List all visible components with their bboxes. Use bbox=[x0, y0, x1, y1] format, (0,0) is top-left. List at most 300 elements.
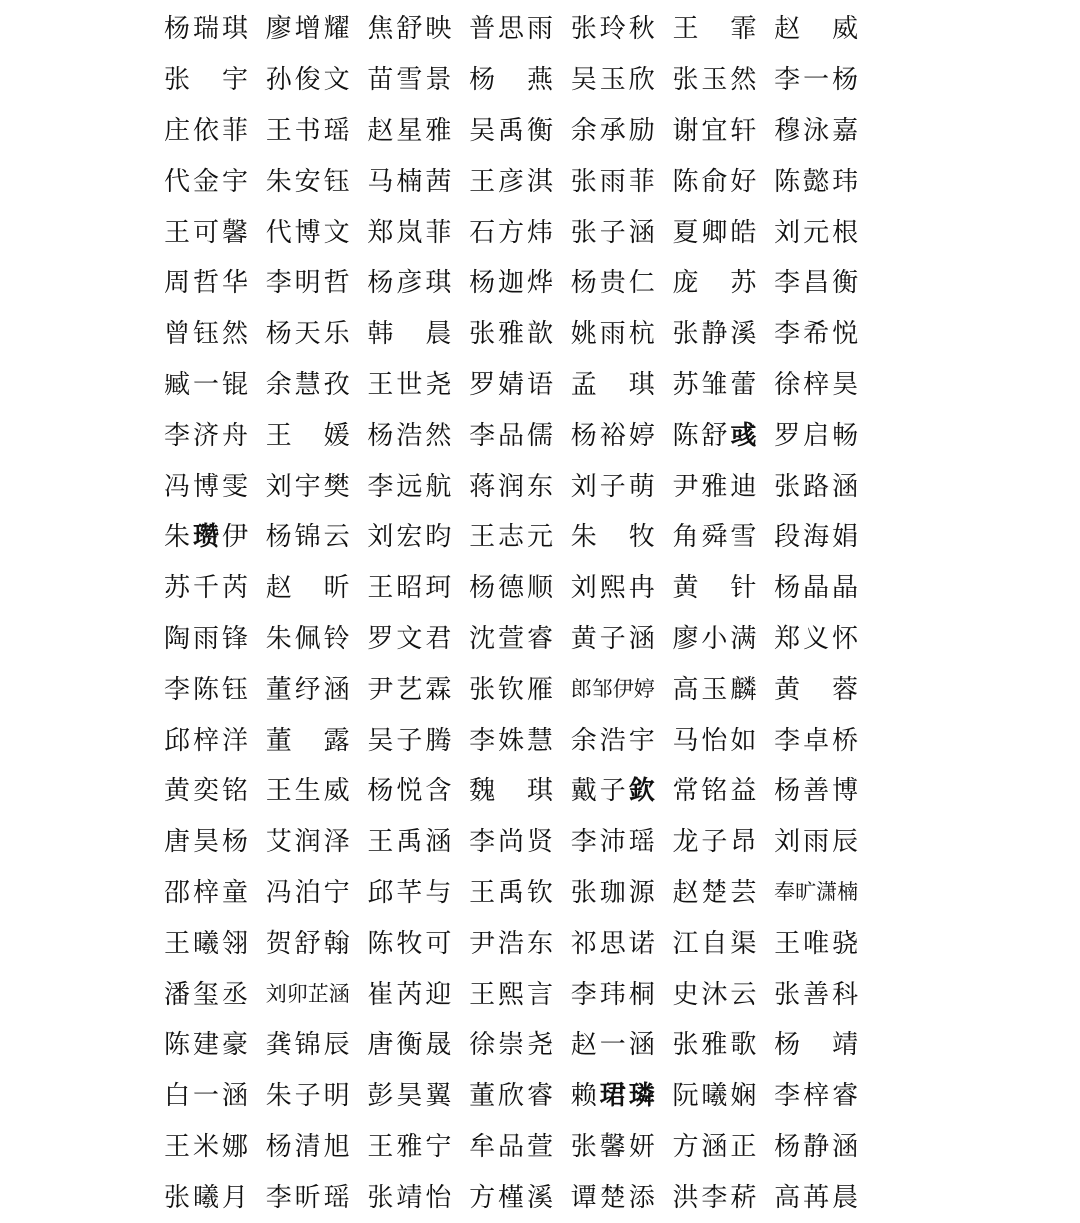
student-name: 王 曦 翎 bbox=[164, 928, 248, 959]
name-cell bbox=[672, 817, 774, 868]
name-cell bbox=[164, 55, 266, 106]
name-cell bbox=[469, 258, 571, 309]
name-cell bbox=[164, 258, 266, 309]
name-cell bbox=[774, 461, 876, 512]
student-name: 李 昕 瑶 bbox=[265, 1182, 350, 1213]
student-name: 潘 玺 丞 bbox=[164, 979, 248, 1010]
student-name: 王 书 瑶 bbox=[265, 115, 350, 146]
name-cell bbox=[469, 1172, 571, 1223]
name-cell bbox=[266, 4, 368, 55]
student-name: 陈 俞 好 bbox=[672, 166, 757, 197]
name-row bbox=[164, 614, 876, 665]
name-row bbox=[164, 868, 876, 919]
name-cell bbox=[266, 360, 368, 411]
student-name: 张 曦 月 bbox=[164, 1182, 248, 1213]
student-name: 刘 宏 昀 bbox=[367, 522, 452, 553]
student-name: 苗 雪 景 bbox=[367, 65, 452, 96]
student-name: 常 铭 益 bbox=[672, 776, 757, 807]
student-name: 吴 子 腾 bbox=[367, 725, 452, 756]
student-name: 石 方 炜 bbox=[469, 217, 554, 248]
name-cell bbox=[367, 868, 469, 919]
name-cell bbox=[266, 258, 368, 309]
student-name: 普 思 雨 bbox=[469, 14, 554, 45]
student-name: 牟 品 萱 bbox=[469, 1131, 554, 1162]
student-name: 赵 星 雅 bbox=[367, 115, 452, 146]
student-name: 唐 衡 晟 bbox=[367, 1030, 452, 1061]
name-cell bbox=[571, 715, 673, 766]
name-cell bbox=[164, 715, 266, 766]
student-name: 方 涵 正 bbox=[672, 1131, 757, 1162]
name-row bbox=[164, 664, 876, 715]
student-name: 李 一 杨 bbox=[774, 65, 859, 96]
name-cell bbox=[672, 766, 774, 817]
student-name: 王 禹 涵 bbox=[367, 827, 452, 858]
name-cell bbox=[571, 664, 673, 715]
student-name: 尹 艺 霖 bbox=[367, 674, 452, 705]
name-cell bbox=[266, 309, 368, 360]
name-cell bbox=[367, 1172, 469, 1223]
student-name: 朱 佩 铃 bbox=[265, 623, 350, 654]
student-name: 方 槿 溪 bbox=[469, 1182, 554, 1213]
student-name: 孙 俊 文 bbox=[265, 65, 350, 96]
student-name: 杨 悦 含 bbox=[367, 776, 452, 807]
name-cell bbox=[774, 410, 876, 461]
student-name: 庄 依 菲 bbox=[164, 115, 248, 146]
name-cell bbox=[571, 4, 673, 55]
student-name: 张 雅 歆 bbox=[469, 319, 554, 350]
student-name: 郎 邹 伊 婷 bbox=[570, 677, 655, 702]
student-name: 奉 旷 潇 楠 bbox=[774, 880, 859, 905]
name-cell bbox=[469, 410, 571, 461]
name-cell bbox=[571, 1071, 673, 1122]
student-name: 余 浩 宇 bbox=[570, 725, 655, 756]
student-name: 祁 思 诺 bbox=[570, 928, 655, 959]
student-name: 庞 苏 bbox=[672, 268, 757, 299]
student-name: 杨 燕 bbox=[469, 65, 554, 96]
student-name: 李 济 舟 bbox=[164, 420, 248, 451]
student-name: 唐 昊 杨 bbox=[164, 827, 248, 858]
name-cell bbox=[469, 4, 571, 55]
student-name: 张 玉 然 bbox=[672, 65, 757, 96]
name-cell bbox=[672, 55, 774, 106]
name-cell bbox=[266, 969, 368, 1020]
name-row bbox=[164, 969, 876, 1020]
student-name: 高 玉 麟 bbox=[672, 674, 757, 705]
student-name: 罗 婧 语 bbox=[469, 369, 554, 400]
student-name: 杨 静 涵 bbox=[774, 1131, 859, 1162]
name-cell bbox=[571, 360, 673, 411]
name-row bbox=[164, 1020, 876, 1071]
name-cell bbox=[367, 817, 469, 868]
student-name: 李 沛 瑶 bbox=[570, 827, 655, 858]
name-row bbox=[164, 1071, 876, 1122]
name-cell bbox=[774, 969, 876, 1020]
student-name: 董 纾 涵 bbox=[265, 674, 350, 705]
name-cell bbox=[672, 969, 774, 1020]
name-cell bbox=[367, 4, 469, 55]
name-cell bbox=[571, 918, 673, 969]
student-name: 刘 子 萌 bbox=[570, 471, 655, 502]
name-cell bbox=[672, 258, 774, 309]
student-name: 史 沐 云 bbox=[672, 979, 757, 1010]
name-cell bbox=[774, 207, 876, 258]
name-cell bbox=[367, 664, 469, 715]
student-name: 杨 天 乐 bbox=[265, 319, 350, 350]
name-cell bbox=[672, 1071, 774, 1122]
name-cell bbox=[367, 1071, 469, 1122]
name-cell bbox=[469, 868, 571, 919]
name-cell bbox=[266, 1020, 368, 1071]
name-cell bbox=[571, 309, 673, 360]
student-name: 陈 牧 可 bbox=[367, 928, 452, 959]
name-row bbox=[164, 4, 876, 55]
student-name: 张 子 涵 bbox=[570, 217, 655, 248]
name-cell bbox=[571, 1172, 673, 1223]
name-cell bbox=[571, 817, 673, 868]
name-cell bbox=[266, 918, 368, 969]
name-row bbox=[164, 1122, 876, 1173]
name-cell bbox=[266, 156, 368, 207]
student-name: 廖 增 耀 bbox=[265, 14, 350, 45]
name-cell bbox=[266, 207, 368, 258]
student-name: 朱 子 明 bbox=[265, 1081, 350, 1112]
name-cell bbox=[774, 309, 876, 360]
name-cell bbox=[774, 817, 876, 868]
student-name: 杨 靖 bbox=[774, 1030, 859, 1061]
name-cell bbox=[774, 55, 876, 106]
name-row bbox=[164, 360, 876, 411]
name-cell bbox=[672, 461, 774, 512]
name-cell bbox=[774, 1020, 876, 1071]
name-cell bbox=[774, 258, 876, 309]
name-cell bbox=[774, 563, 876, 614]
name-cell bbox=[469, 156, 571, 207]
name-cell bbox=[266, 461, 368, 512]
student-name: 王 媛 bbox=[265, 420, 350, 451]
student-name: 刘 宇 樊 bbox=[265, 471, 350, 502]
student-name: 张 靖 怡 bbox=[367, 1182, 452, 1213]
name-row bbox=[164, 55, 876, 106]
name-cell bbox=[367, 156, 469, 207]
name-cell bbox=[469, 563, 571, 614]
student-name: 臧 一 锟 bbox=[164, 369, 248, 400]
student-name: 王 雅 宁 bbox=[367, 1131, 452, 1162]
name-cell bbox=[571, 969, 673, 1020]
name-cell bbox=[774, 1172, 876, 1223]
student-name: 罗 文 君 bbox=[367, 623, 452, 654]
name-cell bbox=[469, 817, 571, 868]
name-cell bbox=[774, 512, 876, 563]
name-cell bbox=[164, 766, 266, 817]
name-cell bbox=[164, 918, 266, 969]
student-name: 杨 善 博 bbox=[774, 776, 859, 807]
student-name: 张 静 溪 bbox=[672, 319, 757, 350]
name-cell bbox=[367, 969, 469, 1020]
name-cell bbox=[469, 461, 571, 512]
name-cell bbox=[672, 512, 774, 563]
name-cell bbox=[672, 664, 774, 715]
student-name: 徐 梓 昊 bbox=[774, 369, 859, 400]
name-row bbox=[164, 715, 876, 766]
name-cell bbox=[266, 1172, 368, 1223]
name-cell bbox=[469, 715, 571, 766]
student-name: 李 姝 慧 bbox=[469, 725, 554, 756]
student-name: 赖 珺 璘 bbox=[570, 1081, 655, 1112]
name-cell bbox=[571, 1122, 673, 1173]
student-name: 角 舜 雪 bbox=[672, 522, 757, 553]
name-cell bbox=[164, 664, 266, 715]
student-name: 姚 雨 杭 bbox=[570, 319, 655, 350]
name-cell bbox=[367, 461, 469, 512]
name-cell bbox=[571, 766, 673, 817]
name-row bbox=[164, 309, 876, 360]
student-name: 穆 泳 嘉 bbox=[774, 115, 859, 146]
name-cell bbox=[266, 614, 368, 665]
name-cell bbox=[469, 918, 571, 969]
student-name: 朱 安 钰 bbox=[265, 166, 350, 197]
name-cell bbox=[469, 106, 571, 157]
name-cell bbox=[672, 614, 774, 665]
name-cell bbox=[164, 1172, 266, 1223]
name-cell bbox=[672, 207, 774, 258]
name-cell bbox=[266, 868, 368, 919]
name-cell bbox=[367, 258, 469, 309]
student-name: 高 苒 晨 bbox=[774, 1182, 859, 1213]
student-name: 郑 岚 菲 bbox=[367, 217, 452, 248]
student-name: 王 昭 珂 bbox=[367, 573, 452, 604]
student-name: 王 可 馨 bbox=[164, 217, 248, 248]
student-name: 董 欣 睿 bbox=[469, 1081, 554, 1112]
name-row bbox=[164, 207, 876, 258]
name-cell bbox=[774, 918, 876, 969]
student-name: 杨 清 旭 bbox=[265, 1131, 350, 1162]
name-cell bbox=[469, 766, 571, 817]
name-cell bbox=[774, 868, 876, 919]
student-name: 杨 浩 然 bbox=[367, 420, 452, 451]
name-cell bbox=[164, 4, 266, 55]
student-name: 黄 子 涵 bbox=[570, 623, 655, 654]
name-cell bbox=[774, 664, 876, 715]
name-cell bbox=[367, 55, 469, 106]
student-name: 王 米 娜 bbox=[164, 1131, 248, 1162]
name-cell bbox=[672, 1172, 774, 1223]
name-cell bbox=[571, 614, 673, 665]
name-cell bbox=[672, 360, 774, 411]
student-name: 龙 子 昂 bbox=[672, 827, 757, 858]
student-name: 邱 梓 洋 bbox=[164, 725, 248, 756]
name-row bbox=[164, 461, 876, 512]
name-cell bbox=[164, 614, 266, 665]
name-cell bbox=[164, 512, 266, 563]
name-cell bbox=[469, 55, 571, 106]
student-name: 刘 熙 冉 bbox=[570, 573, 655, 604]
name-cell bbox=[367, 1020, 469, 1071]
student-name: 陈 懿 玮 bbox=[774, 166, 859, 197]
name-row bbox=[164, 156, 876, 207]
name-cell bbox=[672, 1020, 774, 1071]
name-cell bbox=[672, 106, 774, 157]
name-cell bbox=[469, 309, 571, 360]
name-cell bbox=[469, 614, 571, 665]
student-name: 彭 昊 翼 bbox=[367, 1081, 452, 1112]
student-name: 张 钦 雁 bbox=[469, 674, 554, 705]
student-name: 张 宇 bbox=[164, 65, 248, 96]
student-name: 邵 梓 童 bbox=[164, 877, 248, 908]
name-row bbox=[164, 918, 876, 969]
student-name: 杨 德 顺 bbox=[469, 573, 554, 604]
student-name: 洪 李 菥 bbox=[672, 1182, 757, 1213]
student-name: 王 禹 钦 bbox=[469, 877, 554, 908]
student-name: 孟 琪 bbox=[570, 369, 655, 400]
student-name: 陈 舒 彧 bbox=[672, 420, 757, 451]
student-name: 曾 钰 然 bbox=[164, 319, 248, 350]
name-cell bbox=[571, 868, 673, 919]
name-cell bbox=[571, 410, 673, 461]
student-name: 冯 泊 宁 bbox=[265, 877, 350, 908]
student-name: 李 品 儒 bbox=[469, 420, 554, 451]
student-name: 阮 曦 娴 bbox=[672, 1081, 757, 1112]
name-cell bbox=[571, 461, 673, 512]
student-name: 魏 琪 bbox=[469, 776, 554, 807]
name-cell bbox=[266, 55, 368, 106]
student-name: 郑 义 怀 bbox=[774, 623, 859, 654]
name-cell bbox=[774, 614, 876, 665]
student-name: 张 路 涵 bbox=[774, 471, 859, 502]
student-name: 杨 晶 晶 bbox=[774, 573, 859, 604]
student-name: 张 雨 菲 bbox=[570, 166, 655, 197]
name-cell bbox=[367, 360, 469, 411]
student-name: 陶 雨 锋 bbox=[164, 623, 248, 654]
name-cell bbox=[672, 4, 774, 55]
student-name: 罗 启 畅 bbox=[774, 420, 859, 451]
student-name: 韩 晨 bbox=[367, 319, 452, 350]
student-name: 张 珈 源 bbox=[570, 877, 655, 908]
student-name: 段 海 娟 bbox=[774, 522, 859, 553]
name-cell bbox=[469, 207, 571, 258]
student-name: 尹 雅 迪 bbox=[672, 471, 757, 502]
student-name: 张 雅 歌 bbox=[672, 1030, 757, 1061]
name-cell bbox=[367, 715, 469, 766]
name-cell bbox=[672, 918, 774, 969]
name-cell bbox=[164, 817, 266, 868]
student-name: 艾 润 泽 bbox=[265, 827, 350, 858]
name-cell bbox=[164, 410, 266, 461]
student-name: 王 彦 淇 bbox=[469, 166, 554, 197]
name-row bbox=[164, 563, 876, 614]
name-cell bbox=[571, 258, 673, 309]
name-row bbox=[164, 106, 876, 157]
student-name: 李 昌 衡 bbox=[774, 268, 859, 299]
name-cell bbox=[266, 512, 368, 563]
name-cell bbox=[774, 1071, 876, 1122]
name-row bbox=[164, 258, 876, 309]
student-name: 沈 萱 睿 bbox=[469, 623, 554, 654]
student-name: 董 露 bbox=[265, 725, 350, 756]
name-cell bbox=[367, 614, 469, 665]
student-name: 黄 针 bbox=[672, 573, 757, 604]
student-name: 李 远 航 bbox=[367, 471, 452, 502]
name-cell bbox=[367, 563, 469, 614]
name-cell bbox=[469, 512, 571, 563]
student-name: 谢 宜 轩 bbox=[672, 115, 757, 146]
name-cell bbox=[571, 55, 673, 106]
name-cell bbox=[164, 156, 266, 207]
student-name: 赵 昕 bbox=[265, 573, 350, 604]
name-row bbox=[164, 512, 876, 563]
name-cell bbox=[367, 1122, 469, 1173]
student-name: 江 自 渠 bbox=[672, 928, 757, 959]
name-cell bbox=[774, 360, 876, 411]
student-name: 刘 元 根 bbox=[774, 217, 859, 248]
student-name: 杨 裕 婷 bbox=[570, 420, 655, 451]
student-name: 李 梓 睿 bbox=[774, 1081, 859, 1112]
name-cell bbox=[164, 461, 266, 512]
student-name: 白 一 涵 bbox=[164, 1081, 248, 1112]
student-name: 谭 楚 添 bbox=[570, 1182, 655, 1213]
student-name: 周 哲 华 bbox=[164, 268, 248, 299]
student-name: 苏 雏 蕾 bbox=[672, 369, 757, 400]
student-name: 张 善 科 bbox=[774, 979, 859, 1010]
name-cell bbox=[164, 207, 266, 258]
name-cell bbox=[774, 4, 876, 55]
student-name: 陈 建 豪 bbox=[164, 1030, 248, 1061]
name-cell bbox=[571, 106, 673, 157]
name-cell bbox=[367, 309, 469, 360]
student-name: 代 金 宇 bbox=[164, 166, 248, 197]
name-cell bbox=[367, 918, 469, 969]
name-cell bbox=[672, 410, 774, 461]
name-cell bbox=[469, 360, 571, 411]
student-name: 张 馨 妍 bbox=[570, 1131, 655, 1162]
name-cell bbox=[672, 309, 774, 360]
name-cell bbox=[672, 715, 774, 766]
name-row bbox=[164, 817, 876, 868]
student-name: 龚 锦 辰 bbox=[265, 1030, 350, 1061]
student-name: 徐 崇 尧 bbox=[469, 1030, 554, 1061]
student-name: 邱 芊 与 bbox=[367, 877, 452, 908]
name-cell bbox=[672, 1122, 774, 1173]
student-name: 朱 牧 bbox=[570, 522, 655, 553]
name-cell bbox=[469, 1020, 571, 1071]
student-name: 马 怡 如 bbox=[672, 725, 757, 756]
student-name: 蒋 润 东 bbox=[469, 471, 554, 502]
name-cell bbox=[266, 766, 368, 817]
name-cell bbox=[774, 766, 876, 817]
student-name: 马 楠 茜 bbox=[367, 166, 452, 197]
name-row bbox=[164, 1172, 876, 1223]
student-name: 赵 威 bbox=[774, 14, 859, 45]
name-cell bbox=[571, 156, 673, 207]
student-name: 余 承 励 bbox=[570, 115, 655, 146]
name-cell bbox=[774, 156, 876, 207]
student-name: 焦 舒 映 bbox=[367, 14, 452, 45]
student-name: 尹 浩 东 bbox=[469, 928, 554, 959]
student-name: 苏 千 芮 bbox=[164, 573, 248, 604]
student-name: 杨 瑞 琪 bbox=[164, 14, 248, 45]
name-cell bbox=[164, 563, 266, 614]
name-cell bbox=[774, 106, 876, 157]
name-cell bbox=[571, 207, 673, 258]
name-cell bbox=[469, 1122, 571, 1173]
student-name: 李 玮 桐 bbox=[570, 979, 655, 1010]
student-name: 廖 小 满 bbox=[672, 623, 757, 654]
student-name: 王 生 威 bbox=[265, 776, 350, 807]
name-cell bbox=[774, 715, 876, 766]
name-cell bbox=[367, 207, 469, 258]
student-name: 黄 蓉 bbox=[774, 674, 859, 705]
student-name: 王 世 尧 bbox=[367, 369, 452, 400]
name-cell bbox=[469, 664, 571, 715]
